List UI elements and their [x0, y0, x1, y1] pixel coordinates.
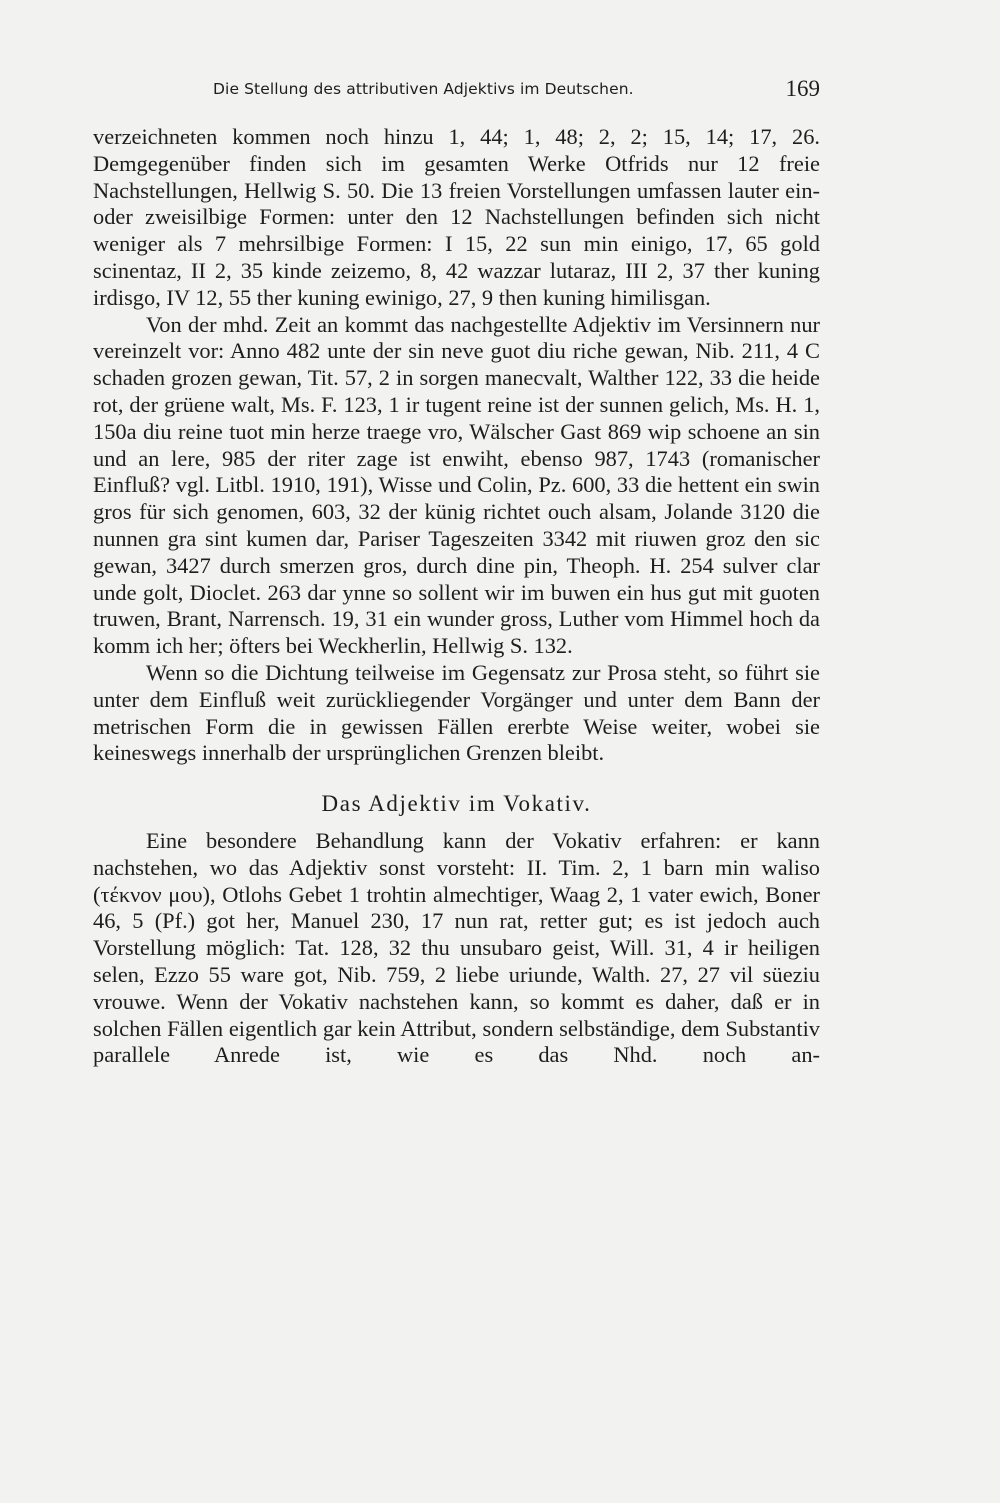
- page-number: 169: [785, 76, 820, 101]
- running-head: [93, 76, 820, 106]
- section-heading: Das Adjektiv im Vokativ.: [321, 791, 592, 817]
- paragraph-otfrid: verzeichneten kommen noch hinzu 1, 44; 1, 48; 2, 2; 15, 14; 17, 26. Demgegenüber finden sich im gesamten Werke Otfrids nur 12 freie Nachstellungen, Hellwig S. 50. Die 13 freien Vorstellungen umfassen lauter ein- oder zweisilbige Formen: unter den 12 Nachstellungen befinden sich nicht weniger als 7 mehrsilbige Formen: I 15, 22 sun min einigo, 17, 65 gold scinentaz, II 2, 35 kinde zeizemo, 8, 42 wazzar lutaraz, III 2, 37 ther kuning irdisgo, IV 12, 55 ther kuning ewinigo, 27, 9 then kuning himilisgan.: [93, 124, 820, 310]
- paragraph-vokativ: Eine besondere Behandlung kann der Vokativ erfahren: er kann nachstehen, wo das Adjektiv sonst vorsteht: II. Tim. 2, 1 barn min waliso (τέκνον μου), Otlohs Gebet 1 trohtin almechtiger, Waag 2, 1 vater ewich, Boner 46, 5 (Pf.) got her, Manuel 230, 17 nun rat, retter gut; es ist jedoch auch Vorstellung möglich: Tat. 128, 32 thu unsubaro geist, Will. 31, 4 ir heiligen selen, Ezzo 55 ware got, Nib. 759, 2 liebe uriunde, Walth. 27, 27 vil süeziu vrouwe. Wenn der Vokativ nachstehen kann, so kommt es daher, daß er in solchen Fällen eigentlich gar kein Attribut, sondern selbständige, dem Substantiv parallele Anrede ist, wie es das Nhd. noch an-: [93, 827, 820, 1068]
- running-title: Die Stellung des attributiven Adjektivs im Deutschen.: [213, 80, 634, 98]
- body-text: [93, 124, 820, 1069]
- paragraph-mhd-period: Von der mhd. Zeit an kommt das nachgestellte Adjektiv im Versinnern nur vereinzelt vor: Anno 482 unte der sin neve guot diu riche gewan, Nib. 211, 4 C schaden grozen gewan, Tit. 57, 2 in sorgen manecvalt, Walther 122, 33 die heide rot, der grüene walt, Ms. F. 123, 1 ir tugent reine ist der sunnen gelich, Ms. H. 1, 150a diu reine tuot min herze traege vro, Wälscher Gast 869 wip schoene an sin und an lere, 985 der riter zage ist enwiht, ebenso 987, 1743 (romanischer Einfluß? vgl. Litbl. 1910, 191), Wisse und Colin, Pz. 600, 33 die hettent ein swin gros für sich genomen, 603, 32 der künig richtet ouch alsam, Jolande 3120 die nunnen gra sint kumen dar, Pariser Tageszeiten 3342 mit riuwen groz den sic gewan, 3427 durch smerzen gros, durch dine pin, Theoph. H. 254 sulver clar unde golt, Dioclet. 263 dar ynne so sollent wir im buwen ein hus gut mit guoten truwen, Brant, Narrensch. 19, 31 ein wunder gross, Luther vom Himmel hoch da komm ich her; öfters bei Weckherlin, Hellwig S. 132.: [93, 311, 820, 659]
- paragraph-dichtung: Wenn so die Dichtung teilweise im Gegensatz zur Prosa steht, so führt sie unter dem Einfluß weit zurückliegender Vorgänger und unter dem Bann der metrischen Form die in gewissen Fällen ererbte Weise weiter, wobei sie keineswegs innerhalb der ursprünglichen Grenzen bleibt.: [93, 659, 820, 766]
